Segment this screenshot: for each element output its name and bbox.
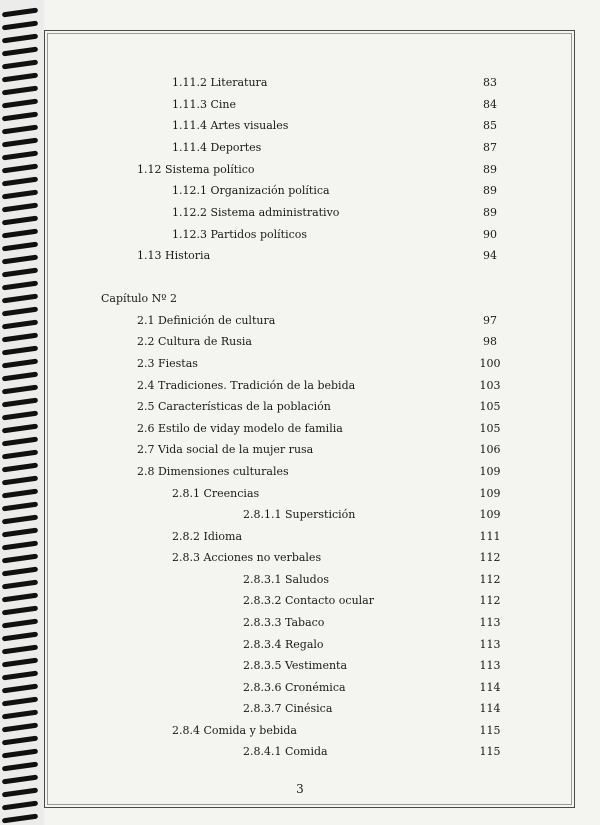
toc-entry-page: 115 — [479, 745, 501, 758]
toc-entry — [0, 246, 600, 266]
toc-entry — [0, 440, 600, 460]
toc-entry-page: 85 — [483, 119, 497, 132]
toc-entry-page: 114 — [479, 681, 501, 694]
toc-entry-page: 98 — [483, 335, 497, 348]
toc-entry — [0, 505, 600, 525]
toc-entry-page: 112 — [479, 573, 501, 586]
toc-entry — [0, 203, 600, 223]
toc-entry — [0, 678, 600, 698]
toc-entry — [0, 548, 600, 568]
toc-entry-page: 103 — [479, 379, 501, 392]
toc-entry-title: 2.8.2 Idioma — [172, 530, 243, 543]
toc-entry-title: 1.11.4 Artes visuales — [172, 119, 289, 132]
toc-entry-page: 97 — [483, 314, 497, 327]
toc-entry-title: 2.8.3.1 Saludos — [243, 573, 329, 586]
toc-entry-title: 2.8.1.1 Superstición — [243, 508, 356, 521]
toc-entry — [0, 95, 600, 115]
toc-entry — [0, 721, 600, 741]
toc-entry — [0, 181, 600, 201]
toc-entry-page: 112 — [479, 551, 501, 564]
toc-entry — [0, 116, 600, 136]
toc-entry-title: 2.6 Estilo de viday modelo de familia — [137, 422, 343, 435]
toc-entry-title: 2.3 Fiestas — [137, 357, 198, 370]
toc-entry-page: 113 — [479, 638, 501, 651]
page-number: 3 — [296, 782, 304, 796]
chapter-heading — [0, 289, 600, 309]
toc-entry — [0, 332, 600, 352]
toc-entry — [0, 635, 600, 655]
toc-entry-title: 2.7 Vida social de la mujer rusa — [137, 443, 314, 456]
toc-entry-title: 2.4 Tradiciones. Tradición de la bebida — [137, 379, 356, 392]
toc-entry-title: 2.5 Características de la población — [137, 400, 331, 413]
toc-entry-title: 2.8.3.7 Cinésica — [243, 702, 333, 715]
toc-entry-title: 2.8.1 Creencias — [172, 487, 260, 500]
toc-entry — [0, 160, 600, 180]
toc-entry — [0, 376, 600, 396]
toc-entry-page: 87 — [483, 141, 497, 154]
toc-entry-title: 2.8 Dimensiones culturales — [137, 465, 289, 478]
toc-entry-page: 115 — [479, 724, 501, 737]
toc-entry-page: 109 — [479, 487, 501, 500]
toc-entry-title: 1.12.3 Partidos políticos — [172, 228, 308, 241]
toc-entry-title: 2.8.3.4 Regalo — [243, 638, 324, 651]
toc-entry — [0, 354, 600, 374]
toc-entry — [0, 613, 600, 633]
toc-entry-title: 2.8.4.1 Comida — [243, 745, 328, 758]
toc-entry-title: 2.8.3 Acciones no verbales — [172, 551, 322, 564]
toc-entry — [0, 73, 600, 93]
toc-entry-page: 106 — [479, 443, 501, 456]
toc-entry-page: 109 — [479, 465, 501, 478]
toc-entry — [0, 742, 600, 762]
toc-entry-page: 83 — [483, 76, 497, 89]
toc-entry-title: 1.11.3 Cine — [172, 98, 237, 111]
toc-entry — [0, 419, 600, 439]
toc-entry — [0, 656, 600, 676]
toc-entry-title: 2.8.3.5 Vestimenta — [243, 659, 348, 672]
toc-entry-title: 2.8.4 Comida y bebida — [172, 724, 297, 737]
toc-entry — [0, 699, 600, 719]
toc-entry-title: 1.12.2 Sistema administrativo — [172, 206, 340, 219]
toc-entry-title: 2.8.3.3 Tabaco — [243, 616, 325, 629]
toc-entry — [0, 484, 600, 504]
toc-entry-page: 112 — [479, 594, 501, 607]
toc-entry-title: 2.1 Definición de cultura — [137, 314, 276, 327]
toc-entry — [0, 570, 600, 590]
chapter-title: Capítulo Nº 2 — [101, 292, 177, 305]
toc-entry — [0, 527, 600, 547]
toc-entry-page: 113 — [479, 659, 501, 672]
toc-entry-title: 1.11.2 Literatura — [172, 76, 268, 89]
toc-entry-title: 1.13 Historia — [137, 249, 211, 262]
toc-entry-title: 2.8.3.6 Cronémica — [243, 681, 346, 694]
toc-entry-page: 84 — [483, 98, 497, 111]
toc-entry-page: 90 — [483, 228, 497, 241]
toc-entry-page: 94 — [483, 249, 497, 262]
toc-entry-title: 1.12 Sistema político — [137, 163, 255, 176]
toc-entry-page: 105 — [479, 422, 501, 435]
toc-entry — [0, 311, 600, 331]
toc-entry-page: 109 — [479, 508, 501, 521]
toc-entry — [0, 138, 600, 158]
toc-entry-page: 89 — [483, 206, 497, 219]
toc-entry-title: 2.8.3.2 Contacto ocular — [243, 594, 374, 607]
toc-entry-page: 89 — [483, 184, 497, 197]
toc-entry — [0, 397, 600, 417]
toc-entry-page: 89 — [483, 163, 497, 176]
toc-entry — [0, 462, 600, 482]
toc-entry — [0, 225, 600, 245]
toc-entry-page: 105 — [479, 400, 501, 413]
toc-entry-title: 1.12.1 Organización política — [172, 184, 330, 197]
toc-entry-page: 114 — [479, 702, 501, 715]
toc-entry-page: 100 — [479, 357, 501, 370]
toc-entry-page: 113 — [479, 616, 501, 629]
toc-entry-title: 1.11.4 Deportes — [172, 141, 262, 154]
toc-entry — [0, 591, 600, 611]
toc-entry-page: 111 — [479, 530, 501, 543]
toc-entry-title: 2.2 Cultura de Rusia — [137, 335, 252, 348]
